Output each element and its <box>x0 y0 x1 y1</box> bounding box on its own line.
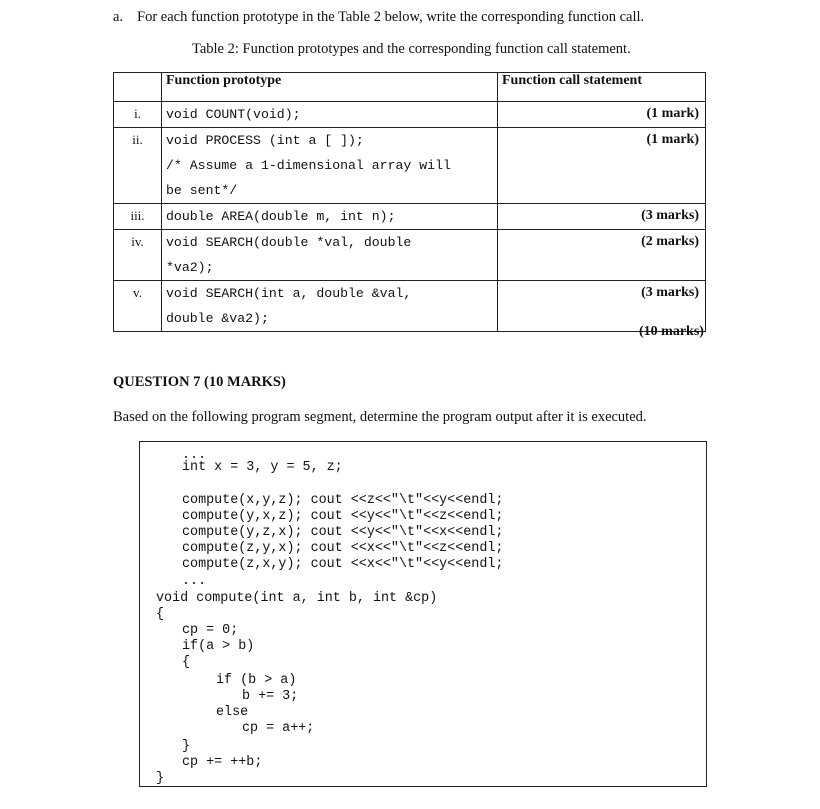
function-prototype-table <box>113 72 706 332</box>
prototype-line: void SEARCH(int a, double &val, <box>166 286 412 301</box>
part-a-label: a. <box>113 9 124 25</box>
code-segment-box <box>139 441 707 787</box>
prototype-line: void SEARCH(double *val, double <box>166 235 412 250</box>
row-marks: (1 mark) <box>498 128 706 204</box>
row-marks: (3 marks) <box>498 281 706 332</box>
code-line: cp = a++; <box>242 721 315 736</box>
table-row <box>114 102 706 128</box>
code-line: int x = 3, y = 5, z; <box>182 460 343 475</box>
row-marks: (1 mark) <box>498 102 706 128</box>
code-line: { <box>182 655 191 670</box>
code-line: cp = 0; <box>182 623 239 638</box>
code-line: } <box>182 739 191 754</box>
prototype-line: *va2); <box>166 260 214 275</box>
code-line: cp += ++b; <box>182 755 263 770</box>
row-number: v. <box>114 281 162 332</box>
code-line: if (b > a) <box>216 673 297 688</box>
code-line: ... <box>182 574 207 589</box>
row-marks: (3 marks) <box>498 204 706 230</box>
table-row <box>114 204 706 230</box>
question-7-instruction: Based on the following program segment, determine the program output after it is executed. <box>113 409 647 425</box>
prototype-comment-line: be sent*/ <box>166 183 238 198</box>
row-number: iv. <box>114 230 162 281</box>
code-line: void compute(int a, int b, int &cp) <box>156 591 438 606</box>
code-line: } <box>156 771 165 786</box>
code-line: compute(z,x,y); cout <<x<<"\t"<<y<<endl; <box>182 557 504 572</box>
table-caption: Table 2: Function prototypes and the corresponding function call statement. <box>192 41 631 57</box>
question-7-title: QUESTION 7 (10 MARKS) <box>113 374 286 390</box>
code-line: compute(y,z,x); cout <<y<<"\t"<<x<<endl; <box>182 525 504 540</box>
prototype-line: double AREA(double m, int n); <box>166 209 396 224</box>
header-prototype: Function prototype <box>162 73 498 102</box>
prototype-line: double &va2); <box>166 311 269 326</box>
code-line: compute(y,x,z); cout <<y<<"\t"<<z<<endl; <box>182 509 504 524</box>
code-line: { <box>156 607 165 622</box>
header-number <box>114 73 162 102</box>
header-call: Function call statement <box>498 73 706 102</box>
prototype-line: void PROCESS (int a [ ]); <box>166 133 364 148</box>
prototype-line: void COUNT(void); <box>166 107 301 122</box>
code-line: compute(z,y,x); cout <<x<<"\t"<<z<<endl; <box>182 541 504 556</box>
row-number: iii. <box>114 204 162 230</box>
code-line: if(a > b) <box>182 639 255 654</box>
table-row <box>114 281 706 332</box>
prototype-comment-line: /* Assume a 1-dimensional array will <box>166 158 451 173</box>
part-a-instruction: For each function prototype in the Table 2 below, write the corresponding function call. <box>137 9 645 25</box>
row-number: ii. <box>114 128 162 204</box>
code-line: b += 3; <box>242 689 299 704</box>
table-header-row <box>114 73 706 102</box>
code-line: else <box>216 705 249 720</box>
table-row <box>114 128 706 204</box>
code-line: compute(x,y,z); cout <<z<<"\t"<<y<<endl; <box>182 493 504 508</box>
row-marks: (2 marks) <box>498 230 706 281</box>
row-number: i. <box>114 102 162 128</box>
total-marks: (10 marks) <box>639 324 704 339</box>
table-row <box>114 230 706 281</box>
code-line: ... <box>182 448 207 463</box>
